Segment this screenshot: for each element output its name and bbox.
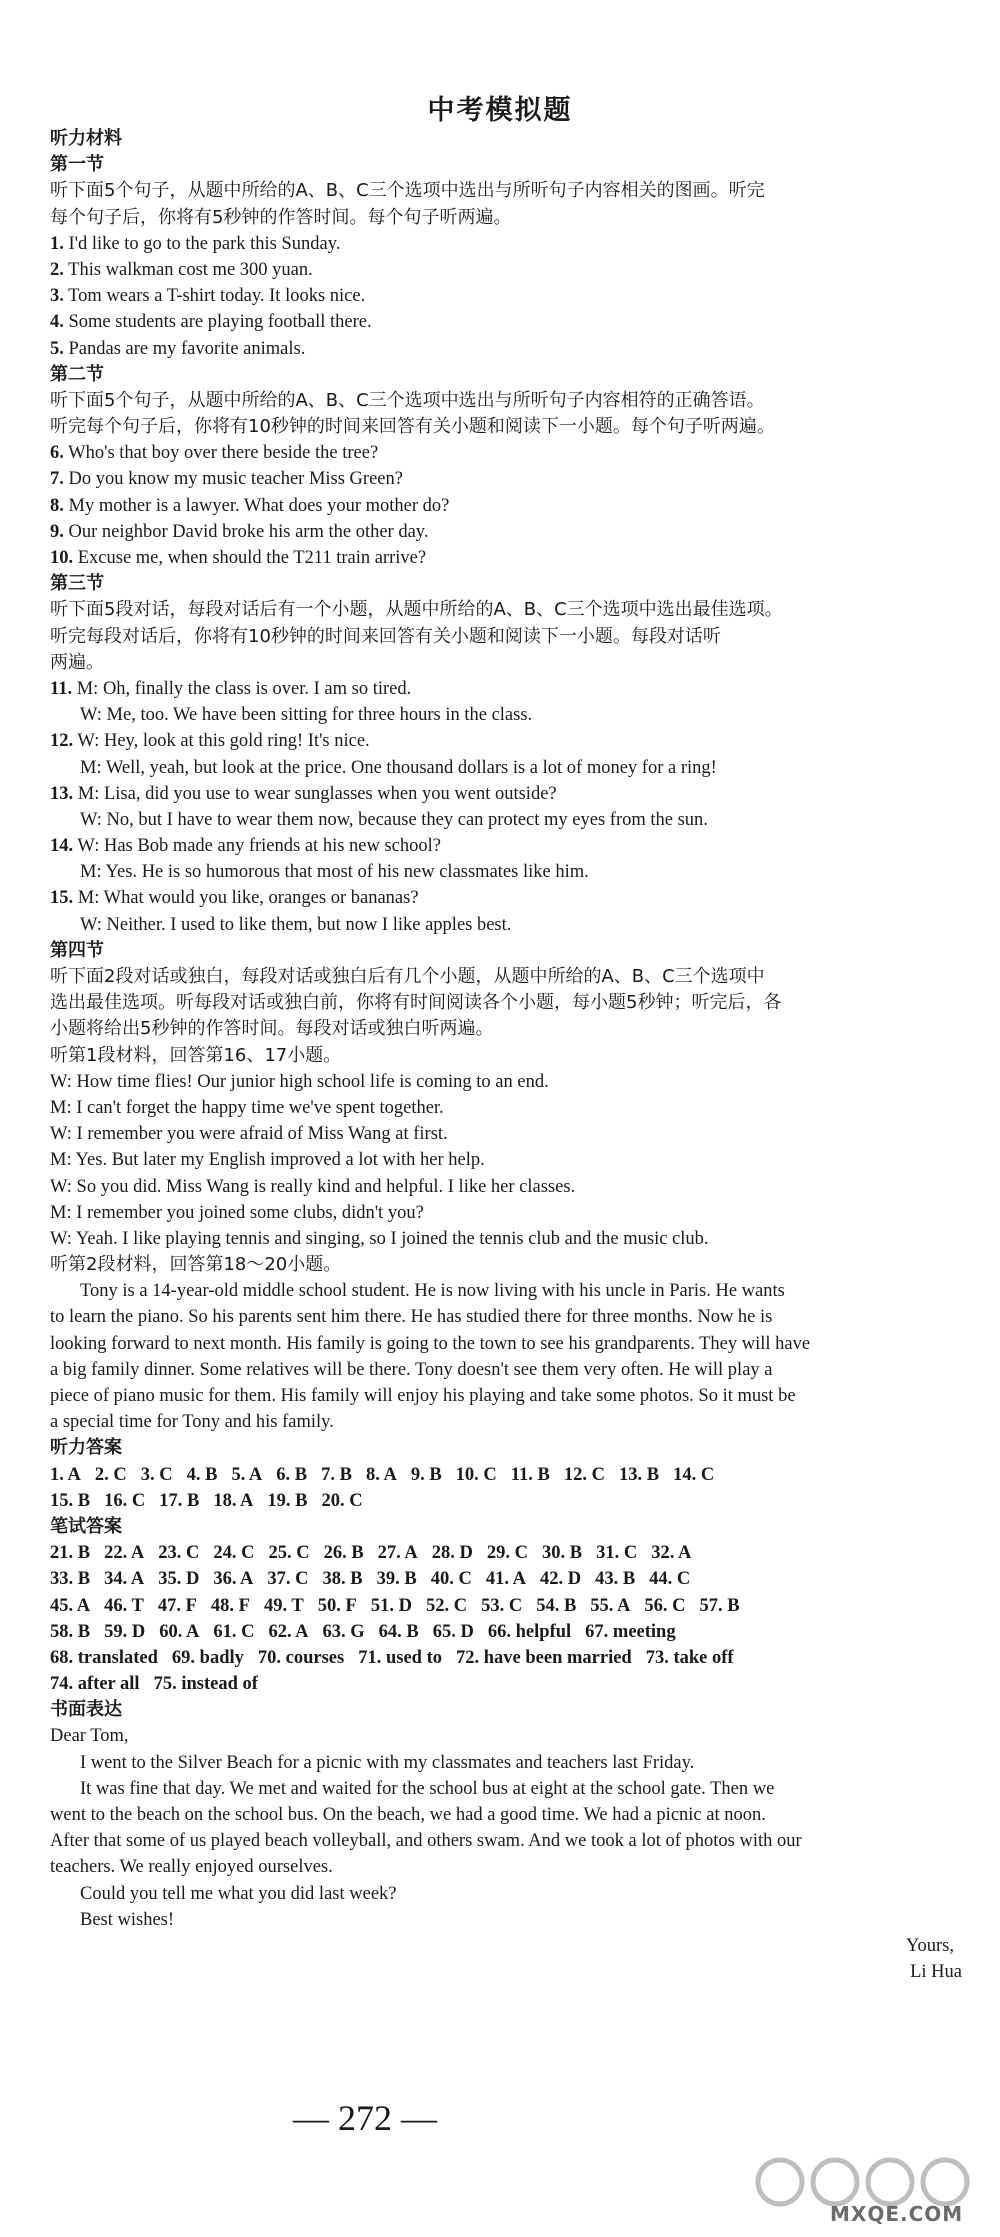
dialogue-line: M: Yes. But later my English improved a lot with her help. [50,1150,485,1171]
answer-item: 22. A [104,1543,145,1564]
answer-row [50,1540,970,1566]
dialogue-line [50,781,970,807]
sentence-item [50,231,970,257]
sentence-item [50,493,970,519]
letter-line: Could you tell me what you did last week? [80,1883,397,1904]
answer-item: 41. A [485,1569,526,1590]
answer-item: 63. G [322,1621,365,1642]
item-number: 11. [50,678,73,699]
answer-item: 64. B [378,1621,419,1642]
answer-item: 15. B [50,1490,91,1511]
answer-item: 59. D [104,1621,146,1642]
section4-instruction: 选出最佳选项。听每段对话或独白前，你将有时间阅读各个小题，每小题5秒钟；听完后，各 [50,992,782,1014]
sentence-item [50,283,970,309]
answer-item: 21. B [50,1543,91,1564]
answer-item: 24. C [213,1543,255,1564]
item-text: Excuse me, when should the T211 train arrive? [77,548,427,568]
answer-item: 70. courses [257,1647,345,1668]
answer-item: 68. translated [50,1647,158,1668]
letter-salutation: Dear Tom, [50,1726,129,1747]
answer-item: 51. D [370,1595,412,1616]
answer-item: 18. A [213,1490,254,1511]
section3-instruction: 听下面5段对话，每段对话后有一个小题，从题中所给的A、B、C三个选项中选出最佳选项。 [50,599,783,621]
answer-item: 66. helpful [487,1621,572,1642]
answer-item: 46. T [104,1595,144,1616]
item-number: 1. [50,233,64,254]
sentence-item [50,440,970,466]
answer-item: 44. C [649,1569,691,1590]
answer-item: 28. D [431,1543,473,1564]
letter-line: After that some of us played beach volleyball, and others swam. And we took a lot of photos with our [50,1831,802,1852]
answer-item: 11. B [510,1464,550,1485]
answer-item: 39. B [376,1569,417,1590]
item-number: 9. [50,521,64,542]
letter-line: I went to the Silver Beach for a picnic with my classmates and teachers last Friday. [80,1752,695,1773]
dialogue-text: W: Me, too. We have been sitting for three hours in the class. [80,705,533,726]
item-number: 14. [50,836,74,857]
monologue-line: a big family dinner. Some relatives will be there. Tony doesn't see them very often. He will play a [50,1359,773,1380]
monologue-line: looking forward to next month. His family is going to the town to see his grandparents. They will have [50,1333,811,1354]
answer-item: 60. A [159,1621,200,1642]
answer-item: 35. D [158,1569,200,1590]
answer-item: 36. A [213,1569,254,1590]
answer-item: 19. B [267,1490,308,1511]
answer-item: 65. D [432,1621,474,1642]
answer-item: 50. F [317,1595,357,1616]
answer-item: 7. B [321,1464,352,1485]
page-title: 中考模拟题 [427,95,573,126]
answer-item: 10. C [455,1464,497,1485]
letter-line: went to the beach on the school bus. On the beach, we had a good time. We had a picnic at noon. [50,1805,766,1825]
answer-item: 58. B [50,1621,91,1642]
letter-signature: Li Hua [910,1962,962,1983]
section3-instruction: 两遍。 [50,651,104,673]
answer-item: 12. C [563,1464,605,1485]
part1-label: 听第1段材料，回答第16、17小题。 [50,1044,342,1066]
answer-item: 69. badly [171,1647,244,1668]
answer-item: 25. C [268,1543,310,1564]
dialogue-line [50,755,970,781]
answer-item: 5. A [231,1464,263,1485]
sentence-item [50,257,970,283]
dialogue-line [50,807,970,833]
item-number: 3. [50,286,64,307]
item-text: Do you know my music teacher Miss Green? [68,469,403,490]
answer-row [50,1671,970,1697]
letter-line: It was fine that day. We met and waited for the school bus at eight at the school gate. Then we [80,1778,775,1799]
answer-item: 42. D [539,1569,582,1590]
answer-item: 49. T [263,1595,304,1616]
answer-item: 30. B [542,1543,583,1564]
item-text: Who's that boy over there beside the tree? [68,443,379,464]
answer-item: 55. A [590,1595,631,1616]
item-number: 6. [50,443,64,464]
answer-row [50,1593,970,1619]
section3-heading: 第三节 [50,573,104,595]
dialogue-line [50,702,970,728]
dialogue-line: W: Yeah. I like playing tennis and singing, so I joined the tennis club and the music club. [50,1228,709,1249]
dialogue-text: W: Has Bob made any friends at his new school? [77,836,441,857]
answer-item: 14. C [673,1464,715,1485]
item-text: Our neighbor David broke his arm the other day. [68,521,429,542]
answer-item: 54. B [536,1595,577,1616]
sentence-item [50,519,970,545]
answer-item: 2. C [94,1464,127,1485]
answer-item: 38. B [322,1569,363,1590]
item-text: I'd like to go to the park this Sunday. [68,233,341,254]
answer-item: 3. C [140,1464,173,1485]
dialogue-line [50,885,970,911]
section4-instruction: 小题将给出5秒钟的作答时间。每段对话或独白听两遍。 [50,1018,494,1040]
item-text: Some students are playing football there. [68,312,372,333]
monologue-line: Tony is a 14-year-old middle school student. He is now living with his uncle in Paris. He wants [80,1281,785,1302]
section2-heading: 第二节 [50,363,104,385]
section2-instruction: 听完每个句子后，你将有10秒钟的时间来回答有关小题和阅读下一小题。每个句子听两遍。 [50,416,775,438]
section4-instruction: 听下面2段对话或独白，每段对话或独白后有几个小题，从题中所给的A、B、C三个选项中 [50,966,765,987]
answer-item: 62. A [268,1621,309,1642]
item-text: Pandas are my favorite animals. [68,338,306,359]
answer-item: 56. C [644,1595,686,1616]
answer-item: 45. A [50,1595,91,1616]
dialogue-text: W: Neither. I used to like them, but now I like apples best. [80,914,512,935]
content [50,126,970,1985]
item-number: 8. [50,495,64,516]
dialogue-line: M: I remember you joined some clubs, didn't you? [50,1202,424,1223]
answer-item: 17. B [159,1490,200,1511]
writing-heading: 书面表达 [50,1699,122,1721]
item-number: 7. [50,469,64,490]
written-answers-heading: 笔试答案 [50,1515,122,1537]
sentence-item [50,545,970,571]
letter-line: Best wishes! [80,1909,175,1930]
item-text: This walkman cost me 300 yuan. [68,259,313,280]
answer-item: 27. A [377,1543,418,1564]
answer-item: 53. C [481,1595,523,1616]
answer-item: 72. have been married [456,1647,632,1668]
answer-item: 74. after all [50,1674,140,1695]
item-number: 2. [50,259,64,280]
answer-item: 9. B [410,1464,442,1485]
section1-instruction: 听下面5个句子，从题中所给的A、B、C三个选项中选出与所听句子内容相关的图画。听完 [50,180,765,202]
answer-row [50,1566,970,1592]
answer-item: 26. B [323,1543,364,1564]
answer-item: 71. used to [358,1647,442,1668]
answer-item: 29. C [486,1543,528,1564]
sentence-item [50,309,970,335]
answer-item: 32. A [651,1543,692,1564]
dialogue-line [50,859,970,885]
answer-item: 37. C [267,1569,309,1590]
item-number: 5. [50,338,64,359]
answer-item: 34. A [104,1569,145,1590]
dialogue-text: M: Oh, finally the class is over. I am so tired. [76,678,412,699]
item-text: Tom wears a T-shirt today. It looks nice. [68,286,366,307]
dialogue-line [50,676,970,702]
answer-item: 52. C [425,1595,468,1616]
answer-item: 48. F [210,1595,250,1616]
dialogue-text: M: What would you like, oranges or bananas? [77,888,419,909]
part2-label: 听第2段材料，回答第18～20小题。 [50,1254,342,1276]
letter-line: teachers. We really enjoyed ourselves. [50,1857,333,1878]
answer-item: 16. C [104,1490,146,1511]
dialogue-text: M: Well, yeah, but look at the price. One thousand dollars is a lot of money for a ring! [80,757,717,778]
dialogue-text: W: No, but I have to wear them now, because they can protect my eyes from the sun. [80,809,708,830]
answer-item: 47. F [157,1595,197,1616]
dialogue-line: M: I can't forget the happy time we've spent together. [50,1097,444,1118]
dialogue-line [50,833,970,859]
section1-instruction: 每个句子后，你将有5秒钟的作答时间。每个句子听两遍。 [50,206,512,228]
answer-item: 67. meeting [585,1621,676,1642]
item-number: 10. [50,548,74,568]
listening-materials-heading: 听力材料 [50,128,122,149]
item-number: 4. [50,312,64,333]
answer-row [50,1462,970,1488]
dialogue-text: M: Yes. He is so humorous that most of his new classmates like him. [80,862,589,883]
dialogue-line: W: So you did. Miss Wang is really kind and helpful. I like her classes. [50,1176,576,1197]
item-number: 12. [50,731,74,752]
section2-instruction: 听下面5个句子，从题中所给的A、B、C三个选项中选出与所听句子内容相符的正确答语。 [50,389,765,411]
answer-item: 1. A [50,1464,81,1485]
answer-item: 33. B [50,1569,91,1590]
section1-heading: 第一节 [50,154,104,176]
dialogue-text: M: Lisa, did you use to wear sunglasses when you went outside? [77,783,557,804]
answer-row [50,1619,970,1645]
answer-item: 4. B [186,1464,218,1485]
answer-item: 31. C [596,1543,638,1564]
answer-item: 23. C [158,1543,200,1564]
page-number: — 272 — [293,2098,437,2138]
item-text: My mother is a lawyer. What does your mother do? [68,495,450,516]
answer-item: 57. B [699,1595,740,1616]
sentence-item [50,466,970,492]
answer-item: 73. take off [645,1647,734,1668]
answer-item: 20. C [321,1490,363,1511]
item-number: 13. [50,783,74,804]
item-number: 15. [50,888,74,909]
monologue-line: a special time for Tony and his family. [50,1412,334,1433]
answer-item: 75. instead of [153,1674,258,1695]
monologue-line: to learn the piano. So his parents sent him there. He has studied there for three months. Now he is [50,1307,773,1328]
dialogue-line [50,728,970,754]
dialogue-line: W: How time flies! Our junior high school life is coming to an end. [50,1071,549,1092]
watermark-text: MXQE.COM [830,2202,964,2226]
answer-item: 13. B [618,1464,660,1485]
answer-item: 8. A [365,1464,397,1485]
answer-item: 40. C [430,1569,472,1590]
section3-instruction: 听完每段对话后，你将有10秒钟的时间来回答有关小题和阅读下一小题。每段对话听 [50,625,721,647]
dialogue-line: W: I remember you were afraid of Miss Wang at first. [50,1124,448,1145]
sentence-item [50,336,970,362]
listening-answers-heading: 听力答案 [50,1437,122,1459]
answer-item: 6. B [276,1464,308,1485]
monologue-line: piece of piano music for them. His family will enjoy his playing and take some photos. So it must be [50,1386,796,1406]
answer-item: 61. C [213,1621,255,1642]
section4-heading: 第四节 [50,939,104,961]
dialogue-line [50,912,970,938]
answer-item: 43. B [595,1569,636,1590]
dialogue-text: W: Hey, look at this gold ring! It's nice. [77,731,370,752]
answer-row [50,1645,970,1671]
letter-closing: Yours, [906,1935,954,1956]
answer-row [50,1488,970,1514]
